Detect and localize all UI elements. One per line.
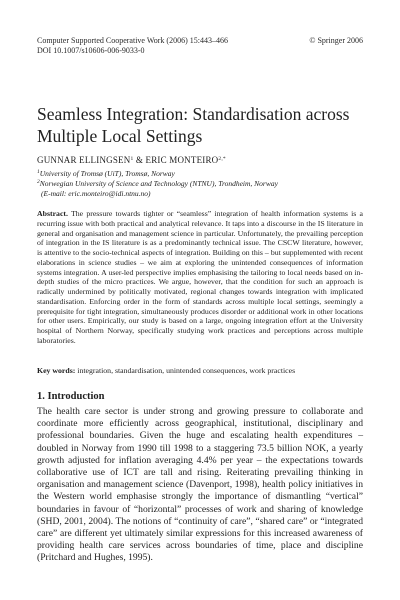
keywords — [37, 366, 363, 376]
journal-citation: Computer Supported Cooperative Work (2006) 15:443–466 — [37, 36, 228, 45]
paper-title: Seamless Integration: Standardisation across Multiple Local Settings — [37, 103, 350, 146]
abstract-label: Abstract. — [37, 209, 68, 218]
affiliation-marker: 1 — [130, 156, 134, 162]
affiliation-number: 1 — [37, 169, 40, 175]
abstract-text: The pressure towards tighter or “seamless” integration of health information systems is a recurring issue with both practical and analytical relevance. It taps into a discourse in the IS literature in general and organisation and management science in particular. Unfortunately, the prevailing perception of integration in the IS literature is as a predominantly technical issue. The CSCW literature, however, is attentive to the socio-technical aspects of integration. Building on this – but supplemented with recent elaborations in science studies – we aim at exploring the unintended consequences of information systems integration. A user-led perspective implies emphasising the tailoring to local needs based on in-depth studies of the micro practices. We argue, however, that the condition for such an approach is radically undermined by politically motivated, regional changes towards integration with implicated standardisation. Enforcing order in the form of standards across multiple local settings, seemingly a prerequisite for tight integration, simultaneously produces disorder or additional work in other locations for other users. Empirically, our study is based on a large, ongoing integration effort at the University hospital of Northern Norway, specifically studying work practices and perceptions across multiple laboratories. — [37, 209, 363, 345]
keywords-label: Key words: — [37, 366, 76, 375]
affiliation-2 — [37, 179, 278, 188]
author-separator: & — [133, 155, 146, 165]
section-number: 1. — [37, 391, 45, 402]
corresponding-author-marker: * — [222, 156, 226, 162]
doi: DOI 10.1007/s10606-006-9033-0 — [37, 46, 145, 55]
section-heading — [37, 391, 105, 402]
affiliation-text: University of Tromsø (UiT), Tromsø, Norway — [39, 169, 175, 178]
affiliation-text: Norwegian University of Science and Technology (NTNU), Trondheim, Norway — [39, 179, 278, 188]
section-title: Introduction — [47, 391, 105, 402]
publisher-copyright: © Springer 2006 — [309, 36, 363, 45]
affiliation-marker: 2, — [218, 156, 223, 162]
affiliation-number: 2 — [37, 179, 40, 185]
abstract — [37, 209, 363, 346]
author-name: ERIC MONTEIRO — [145, 155, 219, 165]
author-name: GUNNAR ELLINGSEN — [37, 155, 131, 165]
body-paragraph: The health care sector is under strong and growing pressure to collaborate and coordinate more efficiently across geographical, institutional, disciplinary and professional boundaries. Given the huge and escalating health expenditures – doubled in Norway from 1990 till 1998 to a staggering 73.5 billion NOK, a yearly growth adjusted for inflation averaging 4.4% per year – the expectations towards collaborative use of ICT are tall and rising. Reiterating prevailing thinking in organisation and management science (Davenport, 1998), health policy initiatives in the Western world emphasise strongly the importance of dismantling “vertical” boundaries in favour of “horizontal” processes of work and sharing of knowledge (SHD, 2001, 2004). The notions of “continuity of care”, “shared care” or “integrated care” are different yet ultimately similar expressions for this increased awareness of providing health care services across boundaries of time, place and discipline (Pritchard and Hughes, 1995). — [37, 406, 363, 564]
affiliation-1 — [37, 169, 175, 178]
keywords-text: integration, standardisation, unintended consequences, work practices — [77, 366, 296, 375]
contact-email: (E-mail: eric.monteiro@idi.ntnu.no) — [41, 189, 151, 198]
author-list — [37, 155, 226, 165]
